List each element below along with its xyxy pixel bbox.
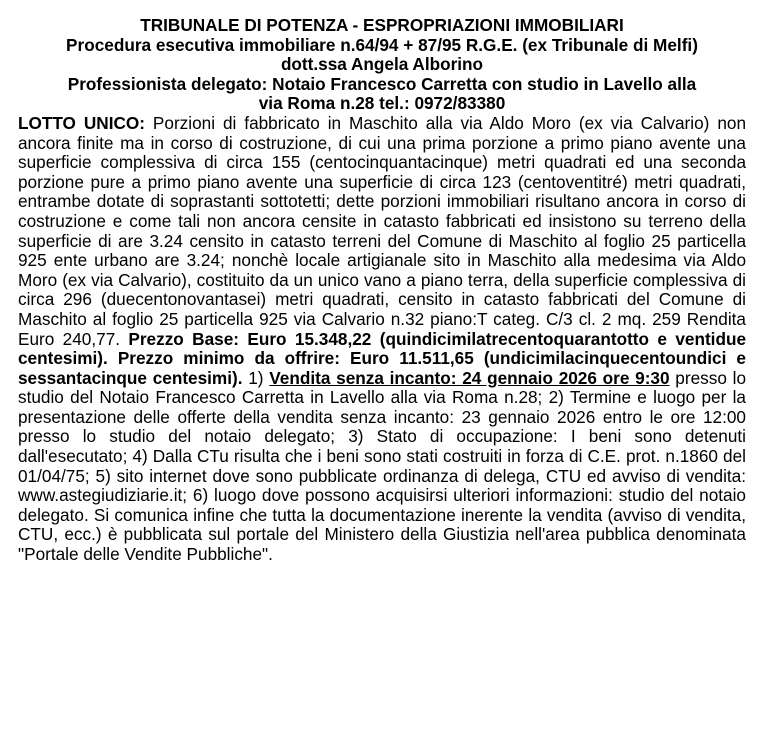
judge-name: dott.ssa Angela Alborino bbox=[280, 54, 484, 75]
property-description: Porzioni di fabbricato in Maschito alla via Aldo Moro (ex via Calvario) non ancora finite ma in corso di costruzione, di cui una prima porzione a primo piano avente una superficie complessiva di circa 155 (centocinquantacinque) metri quadrati ed una seconda porzione pure a primo piano avente una superficie di circa 123 (centoventitré) metri quadrati, entrambe dotate di soprastanti sottotetti; dette porzioni immobiliari risultano ancora in corso di costruzione e come tali non ancora censite in catasto fabbricati ed insistono su terreno della superficie di are 3.24 censito in catasto terreni del Comune di Maschito al foglio 25 particella 925 ente urbano are 3.24; nonchè locale artigianale sito in Maschito alla medesima via Aldo Moro (ex via Calvario), costituito da un unico vano a piano terra, della superficie complessiva di circa 296 (duecentonovantasei) metri quadrati, censito in catasto fabbricati del Comune di Maschito al foglio 25 particella 925 via Calvario n.32 piano:T categ. C/3 cl. 2 mq. 259 Rendita Euro 240,77. bbox=[18, 112, 746, 349]
delegate-professional: Professionista delegato: Notaio Francesco Carretta con studio in Lavello alla bbox=[67, 73, 697, 94]
price-info: Prezzo Base: Euro 15.348,22 (quindicimilatrecentoquarantotto e ventidue centesimi). Prezzo minimo da offrire: Euro 11.511,65 (undicimilacinquecentoundici e sessantacinque centesimi). bbox=[18, 328, 746, 388]
court-title: TRIBUNALE DI POTENZA - ESPROPRIAZIONI IMMOBILIARI bbox=[140, 15, 624, 35]
item-one-prefix: 1) bbox=[242, 367, 270, 388]
notice-body bbox=[18, 114, 746, 565]
notice-page bbox=[18, 16, 746, 565]
sale-date: Vendita senza incanto: 24 gennaio 2026 ore 9:30 bbox=[269, 367, 670, 388]
delegate-address: via Roma n.28 tel.: 0972/83380 bbox=[258, 93, 506, 114]
procedure-number: Procedura esecutiva immobiliare n.64/94 + 87/95 R.G.E. (ex Tribunale di Melfi) bbox=[66, 34, 698, 55]
lot-label: LOTTO UNICO: bbox=[18, 112, 145, 133]
notice-header bbox=[18, 16, 746, 114]
sale-details: presso lo studio del Notaio Francesco Carretta in Lavello alla via Roma n.28; 2) Termine e luogo per la presentazione delle offerte della vendita senza incanto: 23 gennaio 2026 entro le ore 12:00 presso lo studio del notaio delegato; 3) Stato di occupazione: I beni sono detenuti dall'esecutato; 4) Dalla CTu risulta che i beni sono stati costruiti in forza di C.E. prot. n.1860 del 01/04/75; 5) sito internet dove sono pubblicate ordinanza di delega, CTU ed avviso di vendita: www.astegiudiziarie.it; 6) luogo dove possono acquisirsi ulteriori informazioni: studio del notaio delegato. Si comunica infine che tutta la documentazione inerente la vendita (avviso di vendita, CTU, ecc.) è pubblicata sul portale del Ministero della Giustizia nell'area pubblica denominata "Portale delle Vendite Pubbliche". bbox=[18, 367, 747, 565]
